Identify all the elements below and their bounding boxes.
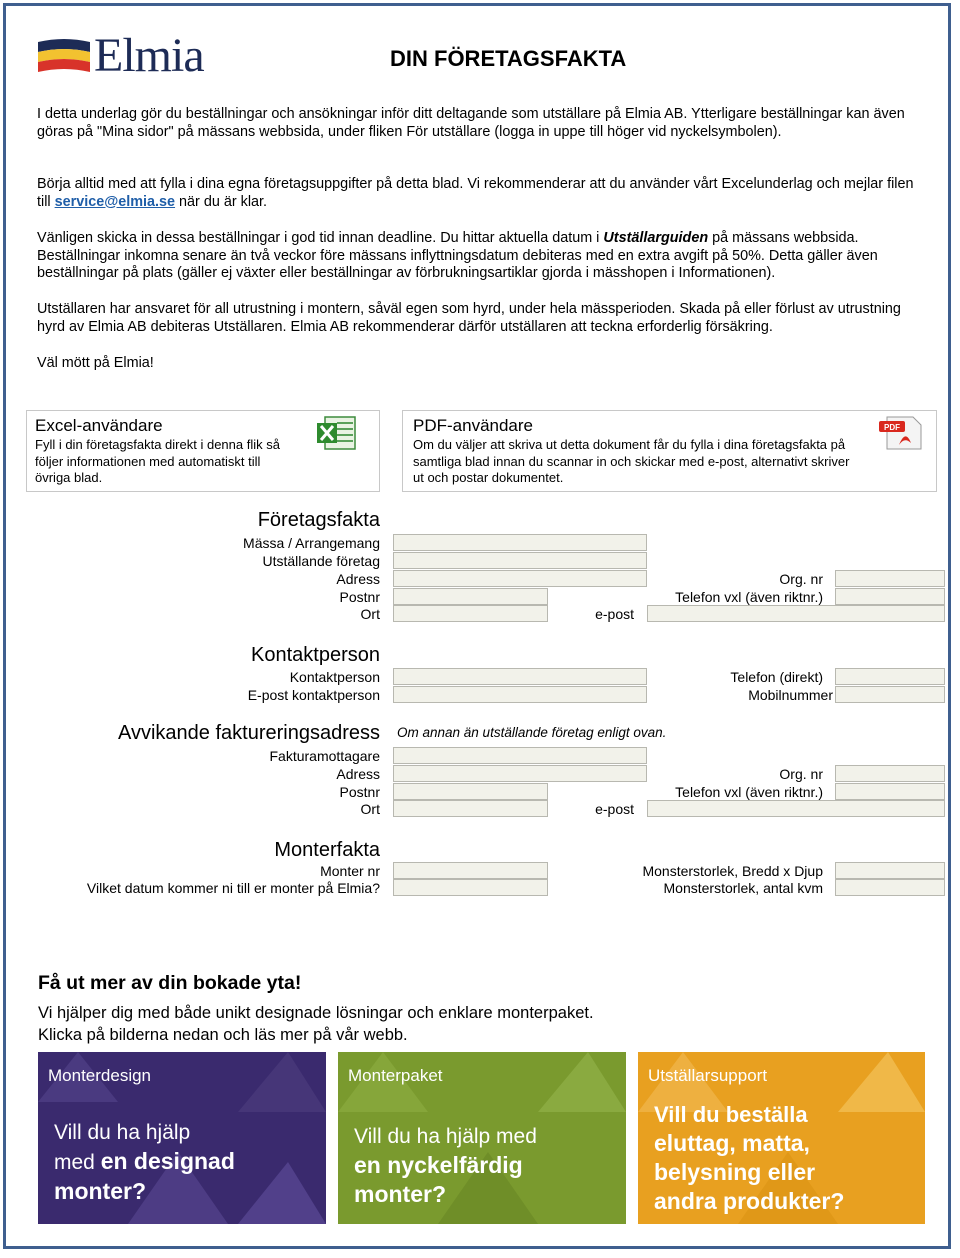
epost-kontakt-field[interactable] bbox=[393, 686, 647, 703]
faktura-adress-field[interactable] bbox=[393, 765, 647, 782]
monterdesign-line-2a: med bbox=[54, 1151, 101, 1174]
monterfakta-title: Monterfakta bbox=[274, 839, 380, 861]
intro-p2-end: när du är klar. bbox=[175, 193, 268, 210]
massa-field[interactable] bbox=[393, 534, 647, 551]
telefon-direkt-field[interactable] bbox=[835, 668, 945, 685]
monterdesign-text bbox=[54, 1118, 235, 1206]
intro-paragraph-1: I detta underlag gör du beställningar och ansökningar inför ditt deltagande som utställare på Elmia AB. Ytterligare beställningar kan även göras på "Mina sidor" på mässans webbsida, under fliken För utställare (logga in uppe till höger vid nyckelsymbolen). bbox=[37, 106, 905, 140]
faktura-adress-label: Adress bbox=[336, 766, 380, 782]
epost-field[interactable] bbox=[647, 605, 945, 622]
datum-field[interactable] bbox=[393, 879, 548, 896]
faktura-orgnr-label: Org. nr bbox=[779, 766, 823, 782]
utstallarsupport-line-3: belysning eller bbox=[654, 1159, 816, 1185]
pdf-icon bbox=[877, 415, 925, 451]
utstallarsupport-heading: Utställarsupport bbox=[648, 1066, 768, 1085]
excel-icon bbox=[315, 415, 357, 451]
excel-box-title: Excel-användare bbox=[35, 416, 163, 435]
intro-paragraph-5: Väl mött på Elmia! bbox=[37, 355, 154, 371]
intro-paragraph-2 bbox=[37, 176, 927, 211]
faktura-orgnr-field[interactable] bbox=[835, 765, 945, 782]
epost-kontakt-label: E-post kontaktperson bbox=[247, 687, 380, 703]
monterpaket-text bbox=[354, 1122, 537, 1209]
kontaktperson-title: Kontaktperson bbox=[251, 644, 380, 666]
utstallarsupport-line-4: andra produkter? bbox=[654, 1188, 845, 1214]
adress-label: Adress bbox=[336, 571, 380, 587]
monterdesign-heading: Monterdesign bbox=[48, 1066, 152, 1085]
promo-title: Få ut mer av din bokade yta! bbox=[38, 972, 302, 994]
faktura-title: Avvikande faktureringsadress bbox=[118, 722, 380, 744]
kontaktperson-label: Kontaktperson bbox=[289, 669, 380, 685]
intro-paragraph-3 bbox=[37, 230, 927, 283]
pdf-users-box bbox=[402, 410, 937, 492]
monterdesign-line-2 bbox=[54, 1147, 235, 1177]
faktura-note: Om annan än utställande företag enligt ovan. bbox=[397, 725, 667, 740]
intro-paragraph-4: Utställaren har ansvaret för all utrustning i montern, såväl egen som hyrd, under hela mässperioden. Skada på eller förlust av utrustning hyrd av Elmia AB debiteras Utställaren. Elmia AB rekommenderar därför utställaren att teckna erforderlig försäkring. bbox=[37, 301, 901, 335]
promo-line-2: Klicka på bilderna nedan och läs mer på vår webb. bbox=[38, 1026, 408, 1044]
pdf-box-title: PDF-användare bbox=[413, 416, 534, 435]
monterpaket-heading: Monterpaket bbox=[348, 1066, 443, 1085]
kontaktperson-field[interactable] bbox=[393, 668, 647, 685]
elmia-logo bbox=[38, 29, 248, 82]
service-email-link[interactable]: service@elmia.se bbox=[54, 193, 176, 210]
promo-line-1: Vi hjälper dig med både unikt designade lösningar och enklare monterpaket. bbox=[38, 1004, 594, 1022]
faktura-epost-label: e-post bbox=[595, 801, 634, 817]
faktura-telefon-field[interactable] bbox=[835, 783, 945, 800]
pdf-icon-label: PDF bbox=[884, 423, 900, 432]
excel-box-text: Fyll i din företagsfakta direkt i denna flik så följer informationen med automatiskt till övriga blad. bbox=[35, 437, 280, 485]
monter-nr-label: Monter nr bbox=[320, 863, 380, 879]
promo-text bbox=[38, 1002, 738, 1046]
utstallarsupport-card[interactable] bbox=[638, 1052, 925, 1224]
ort-label: Ort bbox=[360, 606, 380, 622]
utstallarsupport-text bbox=[654, 1100, 844, 1216]
faktura-postnr-field[interactable] bbox=[393, 783, 548, 800]
faktura-ort-field[interactable] bbox=[393, 800, 548, 817]
logo-text: Elmia bbox=[94, 29, 204, 82]
utstallande-field[interactable] bbox=[393, 552, 647, 569]
postnr-field[interactable] bbox=[393, 588, 548, 605]
monterpaket-line-3: monter? bbox=[354, 1181, 446, 1207]
mobil-label: Mobilnummer bbox=[748, 687, 833, 703]
datum-label: Vilket datum kommer ni till er monter på Elmia? bbox=[86, 880, 380, 896]
mobil-field[interactable] bbox=[835, 686, 945, 703]
excel-users-box bbox=[26, 410, 380, 492]
storlek-bredd-field[interactable] bbox=[835, 862, 945, 879]
monterpaket-line-2: en nyckelfärdig bbox=[354, 1152, 523, 1178]
telefon-vxl-label: Telefon vxl (även riktnr.) bbox=[675, 589, 823, 605]
adress-field[interactable] bbox=[393, 570, 647, 587]
monterdesign-line-1: Vill du ha hjälp bbox=[54, 1121, 191, 1144]
monterpaket-card[interactable] bbox=[338, 1052, 626, 1224]
postnr-label: Postnr bbox=[339, 589, 380, 605]
monter-nr-field[interactable] bbox=[393, 862, 548, 879]
page-title: DIN FÖRETAGSFAKTA bbox=[390, 46, 627, 71]
utstallarguiden-text: Utställarguiden bbox=[603, 230, 709, 246]
fakturamottagare-field[interactable] bbox=[393, 747, 647, 764]
storlek-kvm-field[interactable] bbox=[835, 879, 945, 896]
utstallarsupport-line-2: eluttag, matta, bbox=[654, 1130, 810, 1156]
faktura-epost-field[interactable] bbox=[647, 800, 945, 817]
orgnr-label: Org. nr bbox=[779, 571, 823, 587]
intro-p3-end: på mässans webbsida. Beställningar inkomna senare än två veckor före mässans inflyttningsdatum debiteras med en extra avgift på 50%. Detta gäller även beställningar på plats (gäller ej växter eller beställningar av förbrukningsartiklar gjorda i mässhopen i Informationen). bbox=[37, 230, 878, 281]
pdf-box-text: Om du väljer att skriva ut detta dokument får du fylla i dina företagsfakta på samtliga blad innan du scannar in och skickar med e-post, alternativt skriver ut och postar dokumentet. bbox=[413, 437, 850, 485]
storlek-kvm-label: Monsterstorlek, antal kvm bbox=[663, 880, 823, 896]
foretagsfakta-title: Företagsfakta bbox=[257, 509, 380, 531]
storlek-bredd-label: Monsterstorlek, Bredd x Djup bbox=[642, 863, 823, 879]
utstallande-label: Utställande företag bbox=[262, 553, 380, 569]
telefon-vxl-field[interactable] bbox=[835, 588, 945, 605]
intro-p2-text: Börja alltid med att fylla i dina egna företagsuppgifter på detta blad. Vi rekommenderar att du använder vårt Excelunderlag och mejlar filen till bbox=[37, 176, 914, 210]
monterdesign-line-2b: en designad bbox=[100, 1148, 235, 1174]
massa-label: Mässa / Arrangemang bbox=[243, 535, 380, 551]
utstallarsupport-line-1: Vill du beställa bbox=[654, 1102, 808, 1127]
telefon-direkt-label: Telefon (direkt) bbox=[730, 669, 823, 685]
fakturamottagare-label: Fakturamottagare bbox=[269, 748, 380, 764]
epost-label: e-post bbox=[595, 606, 634, 622]
orgnr-field[interactable] bbox=[835, 570, 945, 587]
faktura-ort-label: Ort bbox=[360, 801, 380, 817]
ort-field[interactable] bbox=[393, 605, 548, 622]
elmia-flag-icon bbox=[38, 36, 90, 76]
monterdesign-card[interactable] bbox=[38, 1052, 326, 1224]
monterpaket-line-1: Vill du ha hjälp med bbox=[354, 1125, 537, 1148]
intro-p3-text: Vänligen skicka in dessa beställningar i god tid innan deadline. Du hittar aktuella datum i bbox=[37, 230, 604, 246]
faktura-telefon-label: Telefon vxl (även riktnr.) bbox=[675, 784, 823, 800]
faktura-postnr-label: Postnr bbox=[339, 784, 380, 800]
monterdesign-line-3: monter? bbox=[54, 1178, 146, 1204]
